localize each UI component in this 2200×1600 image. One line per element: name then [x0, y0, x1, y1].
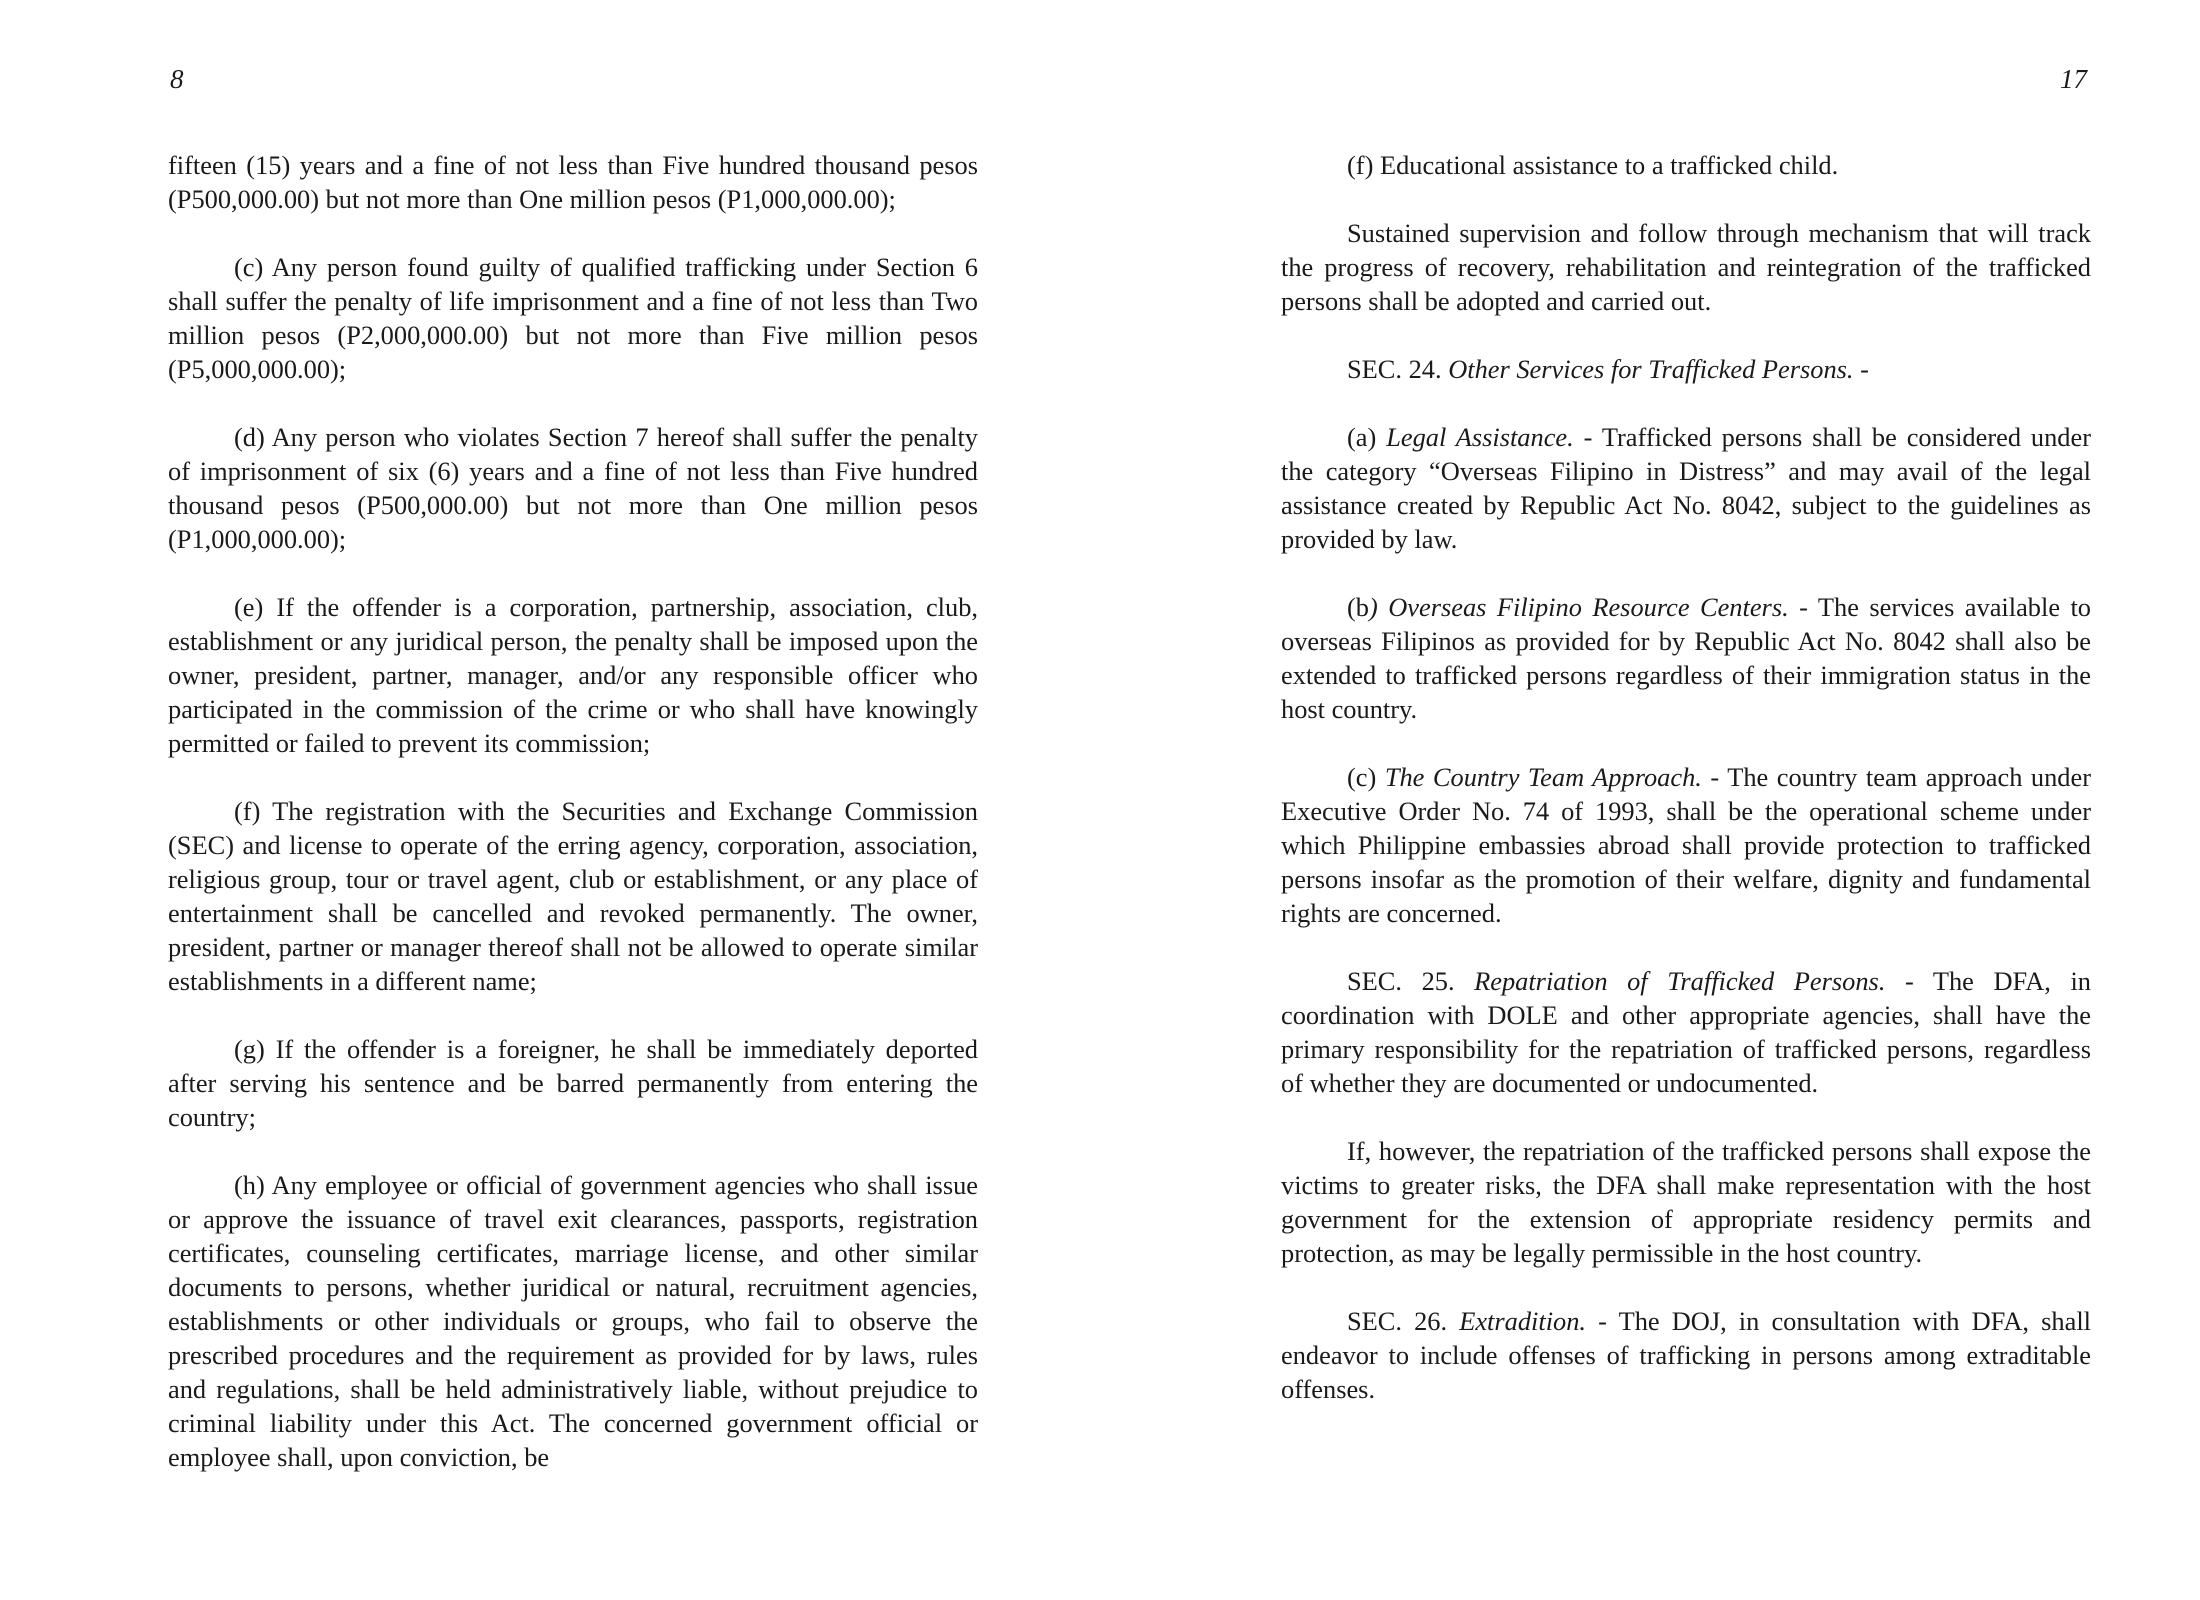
item-title: The Country Team Approach. — [1384, 762, 1702, 792]
paragraph-h-government-employee: (h) Any employee or official of government agencies who shall issue or approve the issuance of travel exit clearances, passports, registration certificates, counseling certificates, marriage license, and other similar documents to persons, whether juridical or natural, recruitment agencies, establishments or other individuals or groups, who fail to observe the prescribed procedures and the requirement as provided for by laws, rules and regulations, shall be held administratively liable, without prejudice to criminal liability under this Act. The concerned government official or employee shall, upon conviction, be — [168, 1170, 978, 1472]
paragraph-repatriation-risks — [1281, 1134, 2091, 1270]
paragraph-b-resource-centers — [1281, 590, 2091, 726]
paragraph-text: If, however, the repatriation of the trafficked persons shall expose the victims to greater risks, the DFA shall make representation with the host government for the extension of appropriate residency permits and protection, as may be legally permissible in the host country. — [1281, 1136, 2091, 1268]
section-title: Other Services for Trafficked Persons. — [1448, 354, 1854, 384]
paragraph-f-registration-revoked: (f) The registration with the Securities and Exchange Commission (SEC) and license to operate of the erring agency, corporation, association, religious group, tour or travel agent, club or establishment, or any place of entertainment shall be cancelled and revoked permanently. The owner, president, partner or manager thereof shall not be allowed to operate similar establishments in a different name; — [168, 796, 978, 996]
paragraph-a-legal-assistance — [1281, 420, 2091, 556]
section-body: - The DOJ, in consultation with DFA, shall endeavor to include offenses of trafficking in persons among extraditable offenses. — [1281, 1306, 2091, 1404]
left-page-body — [168, 148, 978, 1474]
section-body: - The DFA, in coordination with DOLE and other appropriate agencies, shall have the primary responsibility for the repatriation of trafficked persons, regardless of whether they are documented or undocumented. — [1281, 966, 2091, 1098]
paragraph-sustained-supervision — [1281, 216, 2091, 318]
paragraph-g-foreign-offender: (g) If the offender is a foreigner, he shall be immediately deported after serving his sentence and be barred permanently from entering the country; — [168, 1034, 978, 1132]
paragraph-text: (f) Educational assistance to a trafficked child. — [1347, 150, 1839, 180]
item-body: - Trafficked persons shall be considered under the category “Overseas Filipino in Distress” and may avail of the legal assistance created by Republic Act No. 8042, subject to the guidelines as provided by law. — [1281, 422, 2092, 554]
paragraph-text: Sustained supervision and follow through mechanism that will track the progress of recovery, rehabilitation and reintegration of the trafficked persons shall be adopted and carried out. — [1281, 218, 2091, 316]
item-body: - The services available to overseas Filipinos as provided for by Republic Act No. 8042 shall also be extended to trafficked persons regardless of their immigration status in the host country. — [1281, 592, 2091, 724]
right-page-number: 17 — [2060, 64, 2087, 94]
item-marker: (a) — [1347, 422, 1387, 452]
item-marker: (c) — [1347, 762, 1385, 792]
paragraph-penalty-continued: fifteen (15) years and a fine of not less than Five hundred thousand pesos (P500,000.00) but not more than One million pesos (P1,000,000.00); — [168, 150, 978, 214]
section-26-extradition — [1281, 1304, 2091, 1406]
section-number: SEC. 24. — [1347, 354, 1449, 384]
item-title: Legal Assistance. — [1386, 422, 1574, 452]
section-number: SEC. 25. — [1347, 966, 1475, 996]
paragraph-c-qualified-trafficking: (c) Any person found guilty of qualified trafficking under Section 6 shall suffer the penalty of life imprisonment and a fine of not less than Two million pesos (P2,000,000.00) but not more than Five million pesos (P5,000,000.00); — [168, 252, 978, 384]
paragraph-e-corporate-offender: (e) If the offender is a corporation, partnership, association, club, establishment or any juridical person, the penalty shall be imposed upon the owner, president, partner, manager, and/or any responsible officer who participated in the commission of the crime or who shall have knowingly permitted or failed to prevent its commission; — [168, 592, 978, 758]
section-25-repatriation — [1281, 964, 2091, 1100]
left-page-number: 8 — [170, 64, 184, 94]
item-marker: (b — [1347, 592, 1369, 622]
section-body: - — [1853, 354, 1869, 384]
section-title: Extradition. — [1459, 1306, 1587, 1336]
item-title: ) Overseas Filipino Resource Centers. — [1368, 592, 1789, 622]
section-title: Repatriation of Trafficked Persons. — [1474, 966, 1886, 996]
paragraph-d-section-7-violation: (d) Any person who violates Section 7 hereof shall suffer the penalty of imprisonment of six (6) years and a fine of not less than Five hundred thousand pesos (P500,000.00) but not more than One million pesos (P1,000,000.00); — [168, 422, 978, 554]
section-24-heading — [1281, 352, 2091, 386]
paragraph-c-country-team-approach — [1281, 760, 2091, 930]
item-body: - The country team approach under Executive Order No. 74 of 1993, shall be the operational scheme under which Philippine embassies abroad shall provide protection to trafficked persons insofar as the promotion of their welfare, dignity and fundamental rights are concerned. — [1281, 762, 2092, 928]
section-number: SEC. 26. — [1347, 1306, 1460, 1336]
paragraph-f-educational-assistance — [1281, 148, 2091, 182]
right-page-body — [1281, 148, 2091, 1406]
